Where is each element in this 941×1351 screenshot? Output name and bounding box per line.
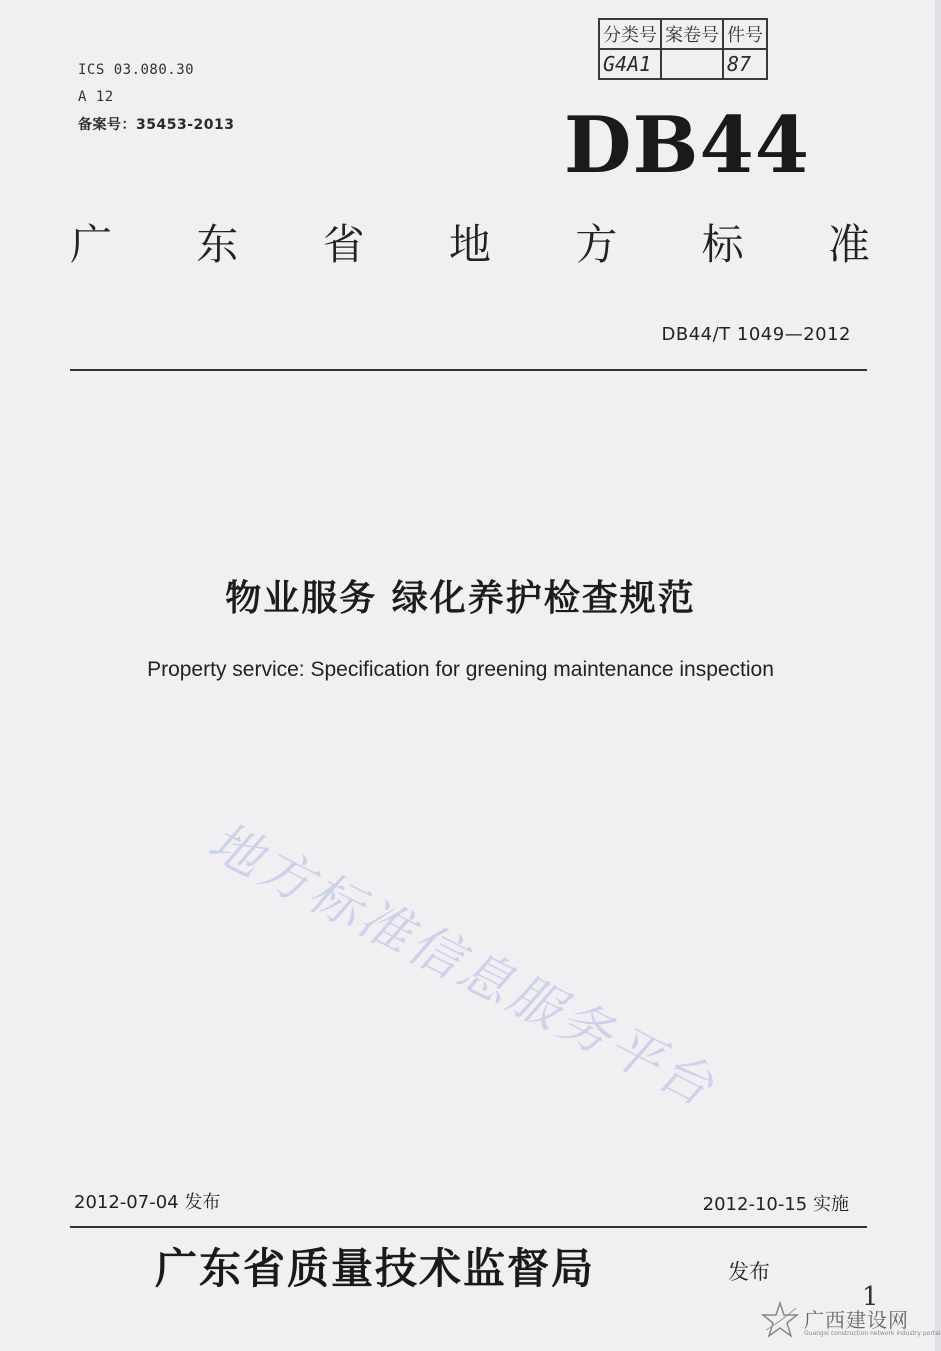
- standard-type: [70, 212, 870, 272]
- page-number: 1: [862, 1282, 879, 1312]
- header-divider: [70, 369, 867, 371]
- standard-type-char: 地: [448, 220, 491, 269]
- stamp-value-category: G4A1: [599, 49, 661, 79]
- standard-type-char: 广: [70, 220, 113, 269]
- stamp-header-item: 件号: [723, 19, 767, 49]
- ics-code: ICS 03.080.30: [78, 62, 195, 78]
- stamp-header-category: 分类号: [599, 19, 661, 49]
- title-chinese: 物业服务 绿化养护检查规范: [225, 578, 696, 619]
- issuer-verb: 发布: [728, 1260, 770, 1284]
- title-english: Property service: Specification for greening maintenance inspection: [147, 658, 774, 681]
- issuer-name: 广东省质量技术监督局: [155, 1244, 596, 1293]
- stamp-value-item: 87: [723, 49, 767, 79]
- standard-type-char: 方: [575, 220, 618, 269]
- star-icon: [760, 1300, 800, 1340]
- watermark: 地方标准信息服务平台: [198, 811, 726, 1120]
- issue-date: 2012-07-04 发布: [74, 1192, 221, 1213]
- standard-type-char: 准: [827, 220, 870, 269]
- stamp-value-file: [661, 49, 723, 79]
- classification-code: A 12: [78, 89, 114, 105]
- site-logo-subtitle: Guangxi construction network industry portal: [804, 1330, 941, 1337]
- archive-stamp: [598, 18, 768, 80]
- implementation-date: 2012-10-15 实施: [702, 1194, 849, 1215]
- site-logo: [760, 1298, 940, 1343]
- standard-type-char: 东: [196, 220, 239, 269]
- stamp-header-file: 案卷号: [661, 19, 723, 49]
- standard-code: DB44: [563, 100, 810, 191]
- registration-number: 备案号：35453-2013: [78, 117, 235, 133]
- standard-type-char: 省: [322, 220, 365, 269]
- footer-divider: [70, 1226, 867, 1228]
- standard-type-char: 标: [701, 220, 744, 269]
- site-logo-name: 广西建设网: [804, 1308, 909, 1332]
- standard-number: DB44/T 1049—2012: [661, 324, 851, 345]
